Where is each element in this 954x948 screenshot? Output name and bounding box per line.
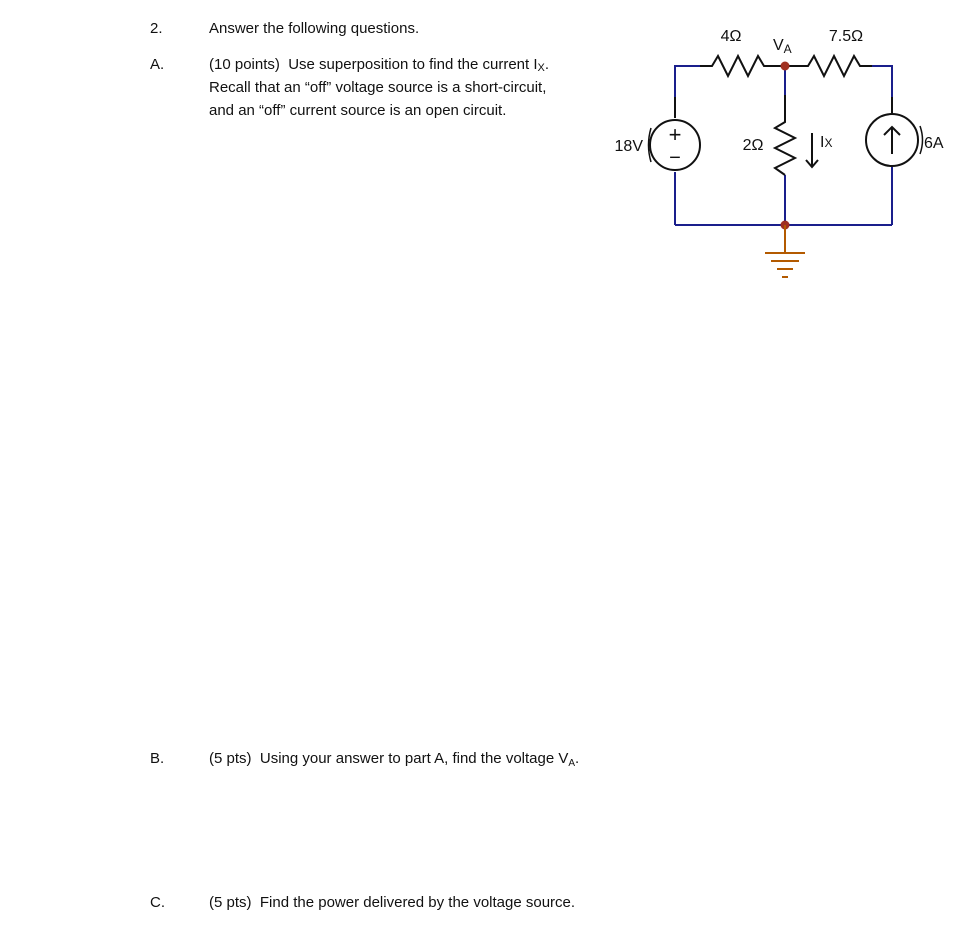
part-a-line-2: Recall that an “off” voltage source is a short-circuit, <box>209 79 547 96</box>
node-va-label <box>773 37 792 56</box>
part-c-main: Find the power delivered by the voltage source. <box>259 894 576 911</box>
resistor-2ohm <box>775 95 795 175</box>
current-ix-label-main: I <box>820 134 825 151</box>
node-va-label-sub: A <box>783 42 792 56</box>
ground-icon <box>765 225 805 277</box>
circuit-wires <box>675 66 892 225</box>
current-source-label-bracket <box>920 126 923 154</box>
current-source-label: 6A <box>924 135 944 152</box>
part-a-line-1-main: Use superposition to find the current I <box>288 56 538 73</box>
voltage-source-label: 18V <box>614 138 643 155</box>
part-c-points: (5 pts) <box>209 894 252 911</box>
node-va-dot <box>781 62 790 71</box>
voltage-source-plus: + <box>668 122 682 147</box>
current-ix-label <box>820 134 832 151</box>
part-a-points: (10 points) <box>209 56 280 73</box>
node-va-label-main: V <box>773 37 784 54</box>
question-number: 2. <box>150 20 163 37</box>
resistor-4ohm-label: 4Ω <box>720 28 742 45</box>
part-b-sub: A <box>568 758 576 769</box>
part-a-marker: A. <box>150 56 165 73</box>
resistor-7-5ohm-label: 7.5Ω <box>828 28 864 45</box>
part-b-marker: B. <box>150 750 165 767</box>
wire-top-right <box>872 66 892 97</box>
part-a-line-1-end: . <box>544 56 550 73</box>
part-b-points: (5 pts) <box>209 750 252 767</box>
voltage-source-minus: − <box>669 147 681 169</box>
part-b-end: . <box>575 750 580 767</box>
part-b-main: Using your answer to part A, find the voltage V <box>259 750 569 767</box>
part-c-marker: C. <box>150 894 165 911</box>
current-ix-label-sub: X <box>824 136 833 150</box>
part-a-line-1-sub: X <box>537 62 545 74</box>
resistor-2ohm-label: 2Ω <box>742 137 764 154</box>
resistor-7-5ohm <box>785 56 872 76</box>
part-a-line-3: and an “off” current source is an open circuit. <box>209 102 507 119</box>
source-leads <box>675 97 892 118</box>
wire-top-left <box>675 66 700 97</box>
resistor-4ohm <box>700 56 785 76</box>
current-ix-arrow-icon <box>806 133 818 167</box>
question-heading: Answer the following questions. <box>209 20 420 37</box>
